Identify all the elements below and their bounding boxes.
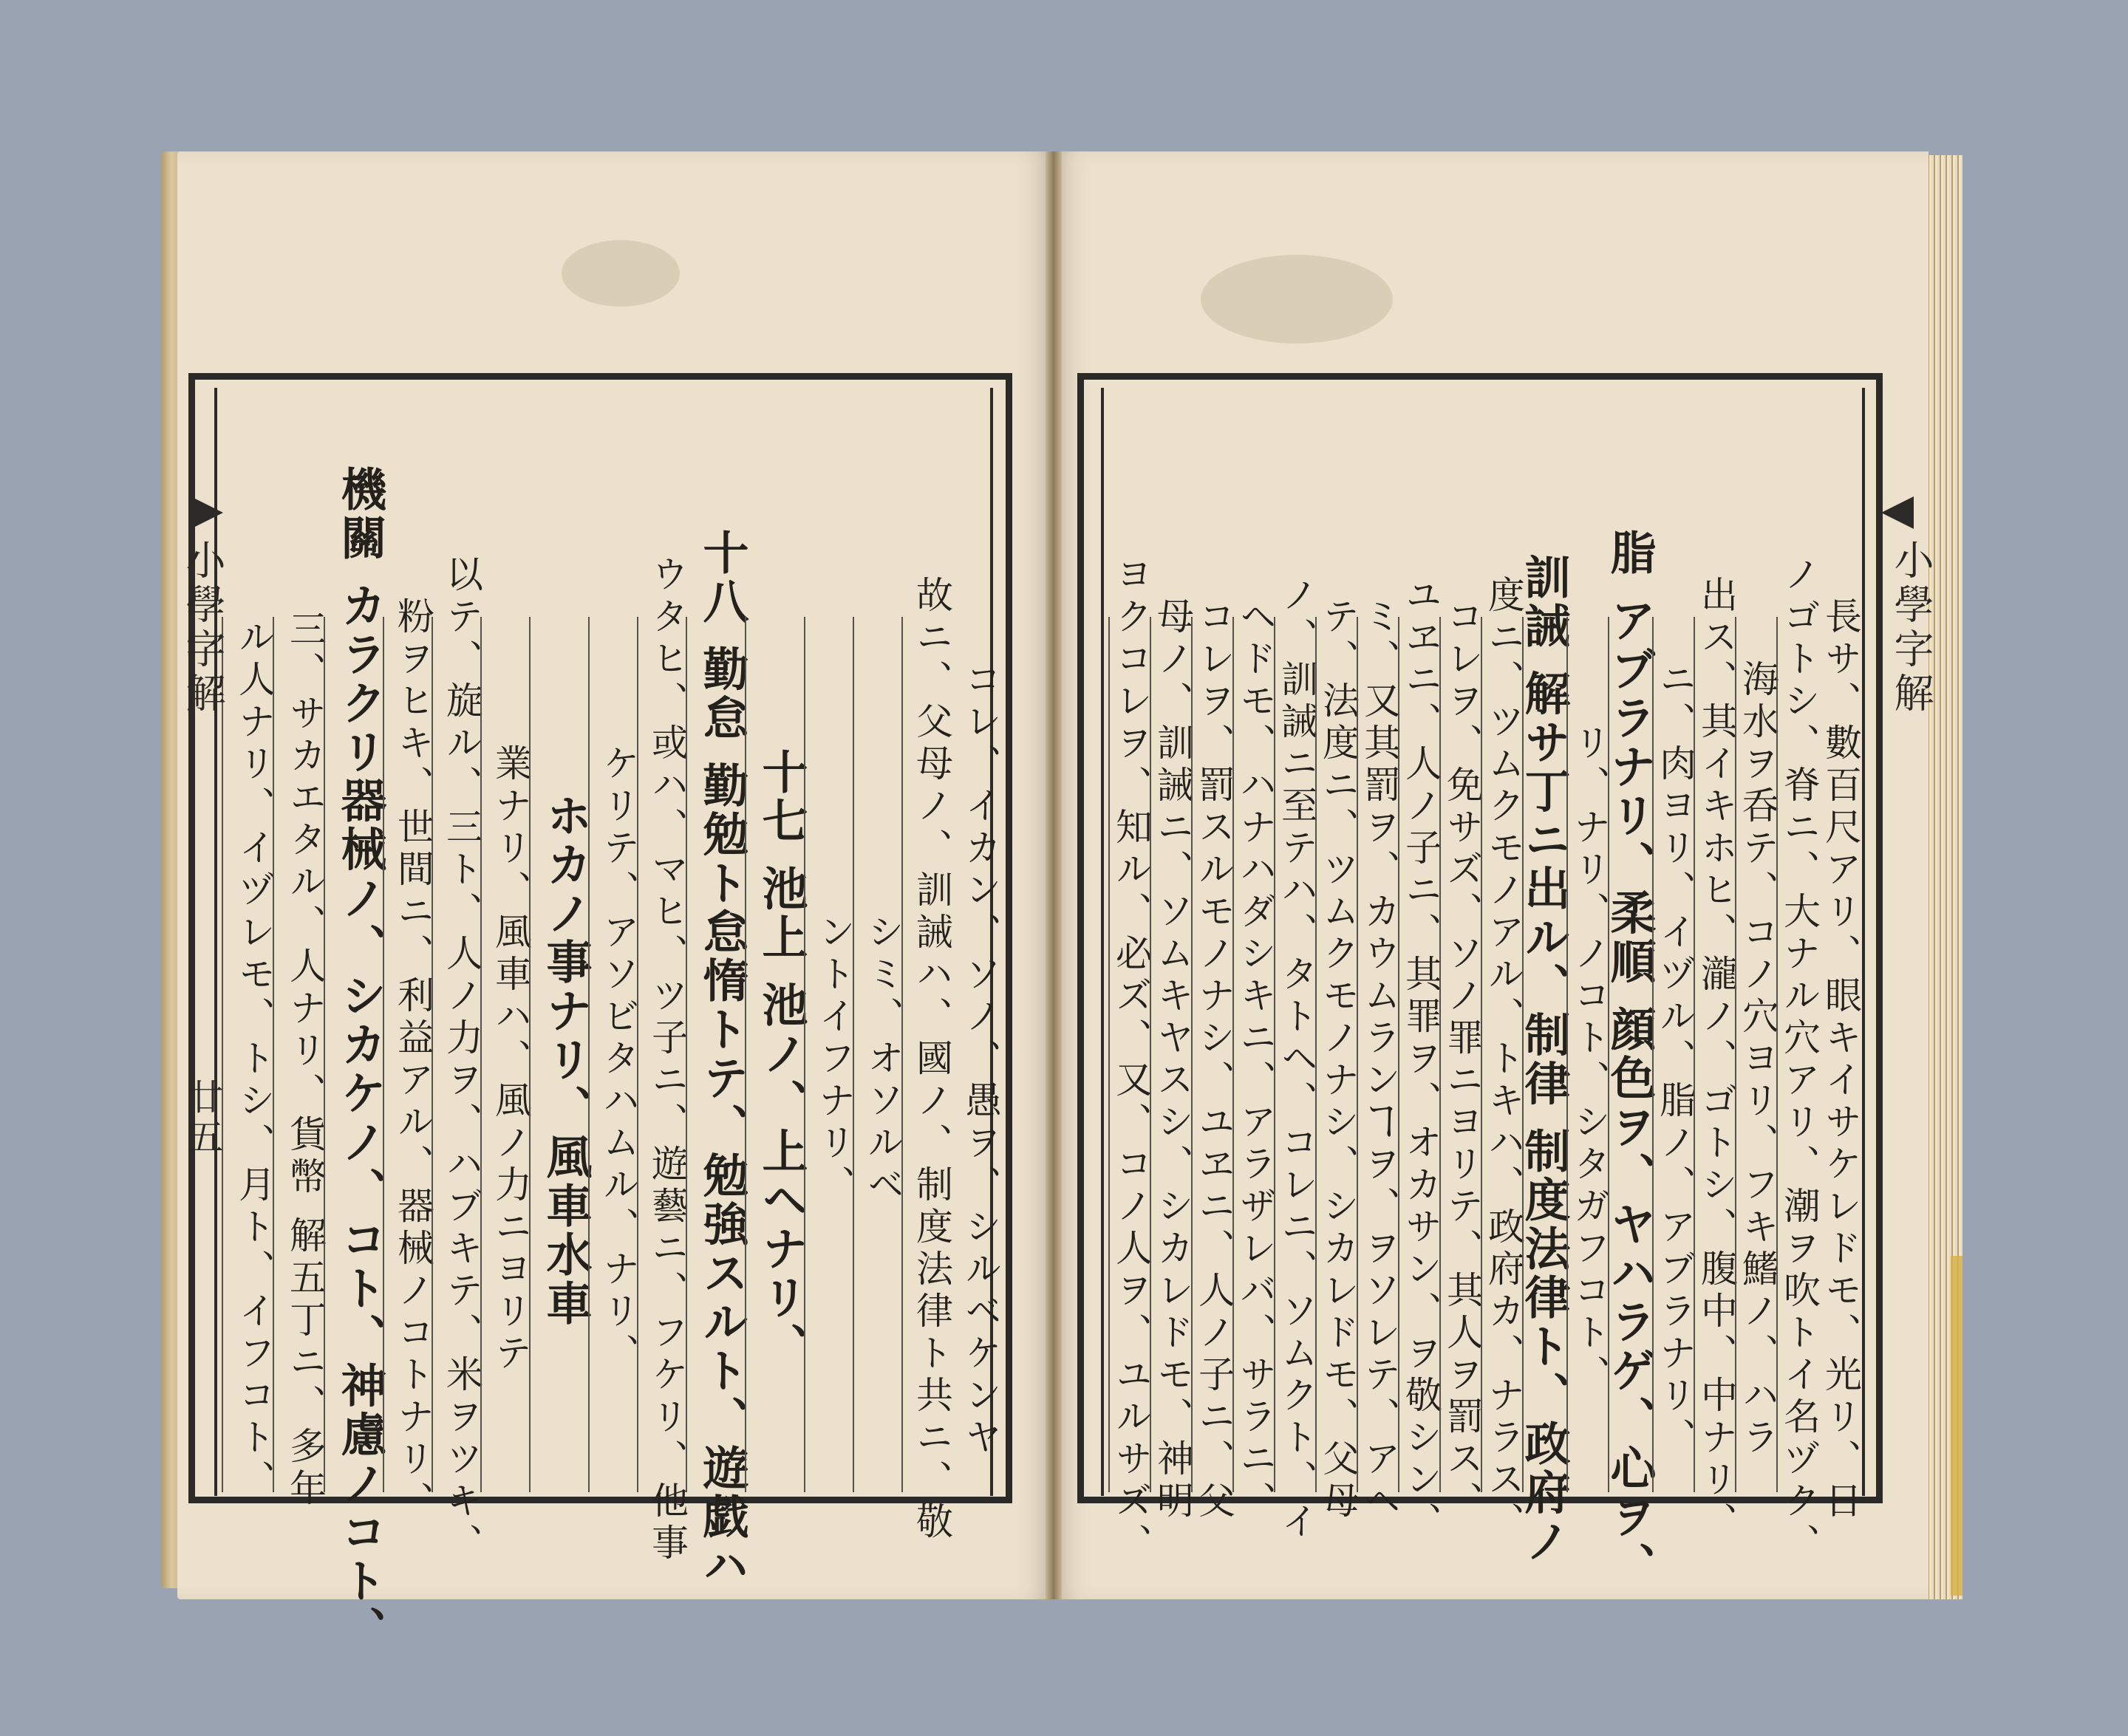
text-column: ヘドモ、ハナハダシキニ、アラザレバ、サラニ、	[1234, 596, 1277, 1523]
fishtail-mark	[1881, 496, 1914, 529]
right-margin-title: 小學字解	[1888, 539, 1934, 717]
text-column: 長サ、數百尺アリ、眼キイサケレドモ、光リ、日	[1819, 596, 1862, 1523]
fishtail-mark	[191, 496, 223, 529]
text-column: 機關 カラクリ器械ノ、シカケノ、コト、神慮ノコト、	[324, 617, 383, 1492]
text-column: ル人ナリ、イヅレモ、トシ、月ト、イフコト、	[222, 617, 273, 1492]
right-inner-rule	[1101, 388, 1104, 1496]
text-column: 十八 勤怠 勤勉ト怠惰トテ、勉強スルト、遊戯ハ	[686, 617, 745, 1492]
text-column: 十七 池上 池ノ、上ヘナリ、	[745, 617, 804, 1492]
text-column: 粉ヲヒキ、世間ニ、利益アル、器械ノコトナリ、	[383, 617, 432, 1492]
left-margin-title: 小學字解	[180, 539, 226, 717]
text-column: 三、サカエタル、人ナリ、貨幣 解五丁ニ、多年	[273, 617, 324, 1492]
paper-stain	[562, 240, 680, 307]
text-column: 度ニ、ツムクモノアル、トキハ、政府カ、ナラス、	[1482, 575, 1525, 1544]
text-column: コレヲ、罰スルモノナシ、ユヱニ、人ノ子ニ、父	[1193, 596, 1235, 1523]
left-folio: 廿五	[182, 1079, 223, 1158]
text-column: ケリテ、アソビタハムル、ナリ、	[588, 617, 637, 1492]
text-column: 母ノ、訓誡ニ、ソムキヤスシ、シカレドモ、神明	[1151, 596, 1194, 1523]
text-column: ウタヒ、或ハ、マヒ、ツ子ニ、遊藝ニ、フケリ、他事	[637, 617, 686, 1492]
text-column: テ、法度ニ、ツムクモノナシ、シカレドモ、父母	[1317, 596, 1360, 1523]
text-column: 脂 アブラナリ、柔順 顔色ヲ、ヤハラゲ、心ヲ、	[1603, 528, 1657, 1591]
text-column: 訓誡 解サ丁ニ出ル、制律 制度法律ト、政府ノ	[1517, 553, 1571, 1567]
right-text-block	[1108, 528, 1862, 1591]
text-column: ノゴトシ、脊ニ、大ナル穴アリ、潮ヲ吹トイ名ヅク、	[1778, 554, 1821, 1565]
text-column: ユヱニ、人ノ子ニ、其罪ヲ、オカサン、ヲ敬シン、	[1399, 575, 1442, 1544]
right-inner-rule	[1862, 388, 1865, 1496]
text-column: 業ナリ、風車ハ、風ノ力ニヨリテ	[480, 617, 529, 1492]
text-column: ノ、訓誡ニ至テハ、タトヘ、コレニ、ソムクト、イ	[1275, 575, 1318, 1544]
paper-stain	[1201, 255, 1393, 344]
text-column: 以テ、旋ル、三ト、人ノ力ヲ、ハブキテ、米ヲツキ、	[432, 617, 480, 1492]
left-text-block	[222, 465, 1002, 1655]
text-column: ヨクコレヲ、知ル、必ズ、又、コノ人ヲ、ユルサズ、	[1110, 554, 1153, 1565]
text-column: コレ、イカン、ソノ、愚ヲ、シルベケンヤ	[959, 660, 1002, 1460]
book-edge-stain	[1951, 1256, 1962, 1596]
text-column: シミ、オソルベ	[853, 617, 901, 1492]
text-column: ミ、又其罰ヲ、カウムランヿヲ、ヲソレテ、アヘ	[1358, 596, 1401, 1523]
text-column: コレヲ、免サズ、ソノ罪ニヨリテ、其人ヲ罰ス、	[1441, 596, 1484, 1523]
text-column: ニ、肉ヨリ、イヅル、脂ノ、アブラナリ、	[1652, 617, 1694, 1492]
book-gutter	[1046, 151, 1062, 1599]
text-column: リ、ナリ、ノコト、シタガフコト、	[1566, 617, 1608, 1492]
text-column: 海水ヲ呑テ、コノ穴ヨリ、フキ鰭ノ、ハラ	[1735, 617, 1776, 1492]
text-column: 故ニ、父母ノ、訓誡ハ、國ノ、制度法律ト共ニ、敬	[901, 617, 950, 1492]
text-column: ホカノ事ナリ、風車水車	[529, 617, 588, 1492]
text-column: ントイフナリ、	[804, 617, 853, 1492]
text-column: 出ス、其イキホヒ、瀧ノ、ゴトシ、腹中、中ナリ、	[1695, 575, 1738, 1544]
